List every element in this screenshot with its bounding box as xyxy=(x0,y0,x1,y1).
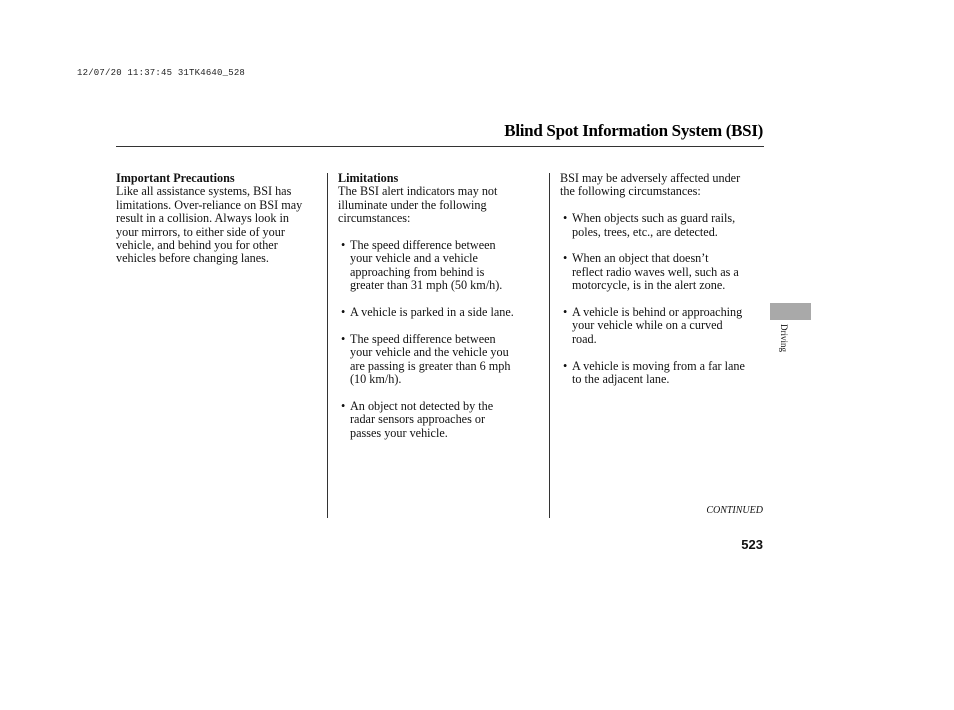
bullet-line: are passing is greater than 6 mph xyxy=(350,358,511,373)
bullet-line: poles, trees, etc., are detected. xyxy=(572,224,718,239)
section-tab-label: Driving xyxy=(779,324,789,352)
section-heading: Important Precautions xyxy=(116,171,235,185)
bullet-line: radar sensors approaches or xyxy=(350,412,486,427)
column-divider xyxy=(549,173,550,518)
bullet-icon: • xyxy=(563,358,568,373)
bullet-item xyxy=(338,333,538,387)
bullet-line: your vehicle while on a curved xyxy=(572,318,723,333)
print-timestamp: 12/07/20 11:37:45 31TK4640_528 xyxy=(77,68,246,78)
bullet-icon: • xyxy=(341,305,346,320)
bullet-line: A vehicle is parked in a side lane. xyxy=(350,305,514,320)
paragraph-line: vehicles before changing lanes. xyxy=(116,251,269,266)
section-heading: Limitations xyxy=(338,171,399,185)
bullet-line: The speed difference between xyxy=(350,238,496,253)
bullet-line: A vehicle is moving from a far lane xyxy=(572,358,745,373)
bullet-line: greater than 31 mph (50 km/h). xyxy=(350,278,503,293)
paragraph-line: illuminate under the following xyxy=(338,197,487,212)
bullet-line: your vehicle and the vehicle you xyxy=(350,345,509,360)
bullet-line: A vehicle is behind or approaching xyxy=(572,305,743,320)
paragraph-line: The BSI alert indicators may not xyxy=(338,184,498,199)
bullet-line: When an object that doesn’t xyxy=(572,251,709,266)
bullet-line: The speed difference between xyxy=(350,331,496,346)
bullet-line: When objects such as guard rails, xyxy=(572,211,736,226)
section-tab xyxy=(770,303,811,320)
precautions-column xyxy=(116,172,322,266)
bullet-icon: • xyxy=(563,251,568,266)
bullet-line: your vehicle and a vehicle xyxy=(350,251,478,266)
paragraph-line: the following circumstances: xyxy=(560,184,701,199)
bullet-item xyxy=(560,306,766,346)
bullet-item xyxy=(338,239,538,293)
paragraph-line: limitations. Over-reliance on BSI may xyxy=(116,197,303,212)
paragraph-line: result in a collision. Always look in xyxy=(116,211,289,226)
bullet-icon: • xyxy=(341,238,346,253)
adverse-conditions-column xyxy=(560,172,766,386)
paragraph-line: circumstances: xyxy=(338,211,411,226)
bullet-icon: • xyxy=(341,331,346,346)
bullet-line: approaching from behind is xyxy=(350,264,485,279)
paragraph-line: BSI may be adversely affected under xyxy=(560,171,741,185)
page-number: 523 xyxy=(741,537,763,552)
continued-label: CONTINUED xyxy=(706,505,763,516)
paragraph-line: Like all assistance systems, BSI has xyxy=(116,184,292,199)
bullet-line: to the adjacent lane. xyxy=(572,372,670,387)
bullet-icon: • xyxy=(563,211,568,226)
bullet-item xyxy=(560,212,766,239)
bullet-item xyxy=(338,306,538,319)
bullet-line: (10 km/h). xyxy=(350,372,402,387)
bullet-item xyxy=(560,360,766,387)
column-divider xyxy=(327,173,328,518)
bullet-line: motorcycle, is in the alert zone. xyxy=(572,278,726,293)
paragraph-line: your mirrors, to either side of your xyxy=(116,224,285,239)
bullet-line: road. xyxy=(572,331,597,346)
bullet-line: reflect radio waves well, such as a xyxy=(572,264,739,279)
title-rule xyxy=(116,146,764,147)
paragraph-line: vehicle, and behind you for other xyxy=(116,238,278,253)
bullet-item xyxy=(560,252,766,292)
bullet-icon: • xyxy=(341,398,346,413)
limitations-column xyxy=(338,172,538,440)
bullet-item xyxy=(338,400,538,440)
bullet-line: passes your vehicle. xyxy=(350,425,448,440)
bullet-icon: • xyxy=(563,305,568,320)
page-title: Blind Spot Information System (BSI) xyxy=(504,121,763,140)
bullet-line: An object not detected by the xyxy=(350,398,494,413)
